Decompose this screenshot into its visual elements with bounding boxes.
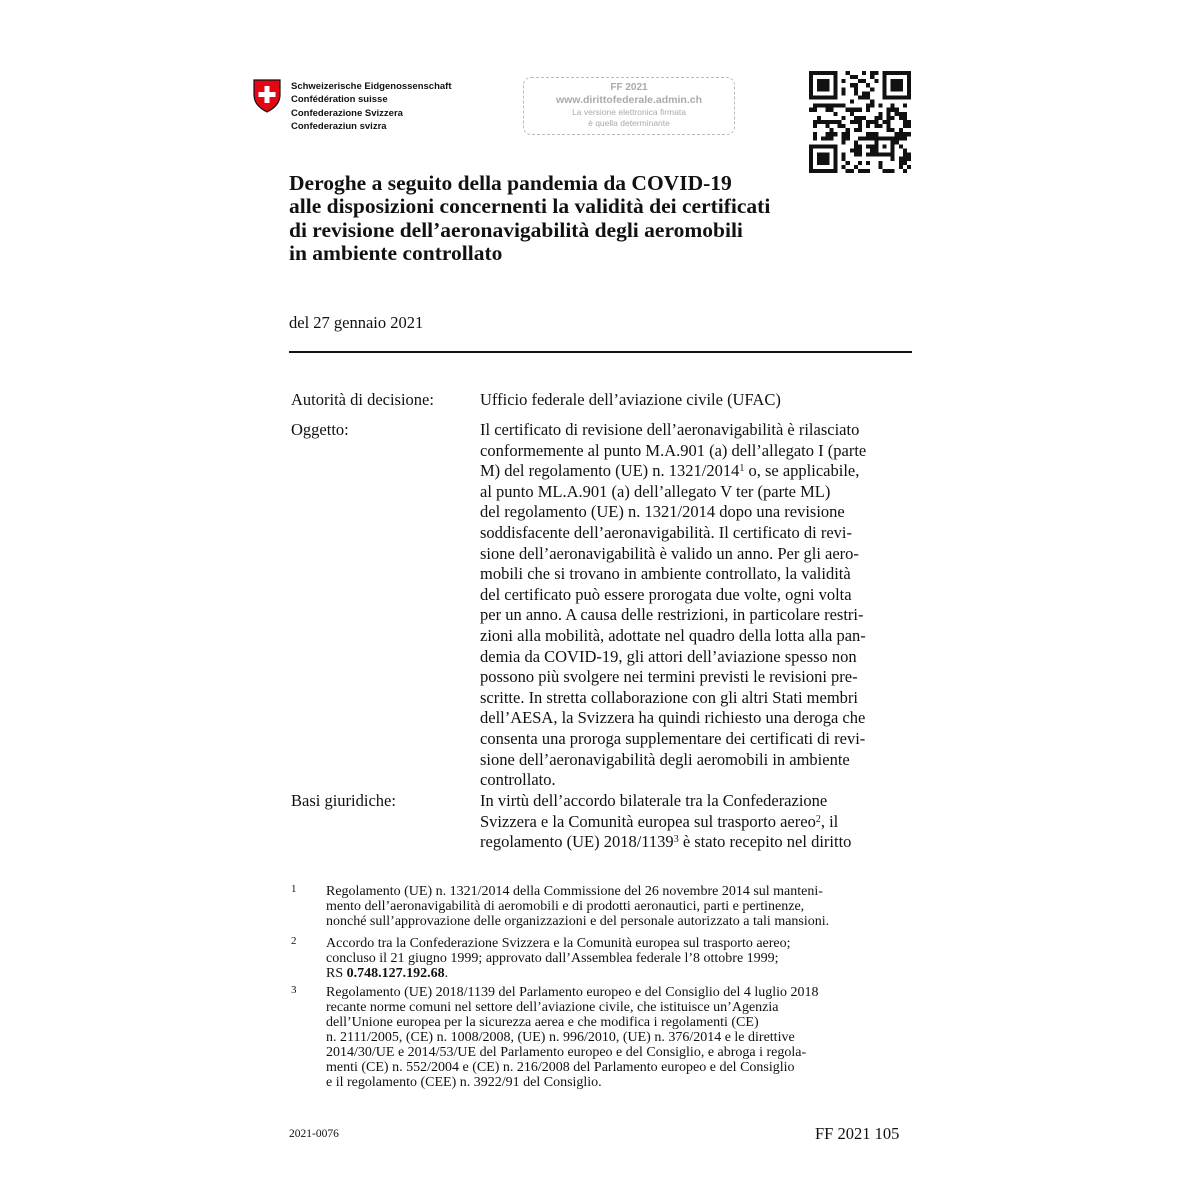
value-line: [480, 564, 920, 585]
text-run: scritte. In stretta collaborazione con gli altri Stati membri: [480, 687, 859, 707]
document-title: [289, 172, 909, 265]
swiss-cross-shield-icon: [253, 79, 281, 113]
value-line: [480, 585, 920, 606]
text-run: mobili che si trovano in ambiente controllato, la validità: [480, 564, 851, 584]
text-run: per un anno. A causa delle restrizioni, in particolare restri-: [480, 605, 864, 625]
footnote-line: dell’Unione europea per la sicurezza aerea e che modifica i regolamenti (CE): [326, 1015, 759, 1030]
row-value: [480, 390, 920, 411]
text-run: conformemente al punto M.A.901 (a) dell’allegato I (parte: [480, 440, 867, 460]
value-line: [480, 688, 920, 709]
value-line: [480, 770, 920, 791]
text-run: è stato recepito nel diritto: [678, 832, 852, 852]
value-line: [480, 461, 920, 482]
value-line: [480, 729, 920, 750]
footnote-line: 2014/30/UE e 2014/53/UE del Parlamento europeo e del Consiglio, e abroga i regola-: [326, 1045, 807, 1060]
footnote-text: [326, 884, 829, 929]
value-line: [480, 626, 920, 647]
electronic-version-stamp: [523, 77, 735, 135]
value-line: [480, 420, 920, 441]
title-line: di revisione dell’aeronavigabilità degli aeromobili: [289, 217, 743, 242]
value-line: [480, 390, 920, 411]
text-run: consenta una proroga supplementare dei certificati di revi-: [480, 728, 866, 748]
text-run: In virtù dell’accordo bilaterale tra la Confederazione: [480, 791, 828, 810]
title-line: alle disposizioni concernenti la validità dei certificati: [289, 194, 771, 219]
text-run: dell’AESA, la Svizzera ha quindi richiesto una deroga che: [480, 708, 866, 728]
value-line: [480, 832, 920, 853]
value-line: [480, 605, 920, 626]
value-line: [480, 708, 920, 729]
text-run: possono più svolgere nei termini previsti le revisioni pre-: [480, 667, 858, 687]
footnote-number: 1: [291, 883, 297, 895]
confederation-names: [291, 80, 452, 134]
text-run: sione dell’aeronavigabilità degli aeromobili in ambiente: [480, 749, 850, 769]
footnote-line: mento dell’aeronavigabilità di aeromobili e di prodotti aeronautici, parti e pertinenze,: [326, 899, 805, 914]
title-line: in ambiente controllato: [289, 240, 503, 265]
text-run: Ufficio federale dell’aviazione civile (UFAC): [480, 390, 781, 409]
footnote-number: 2: [291, 935, 297, 947]
row-value: [480, 420, 920, 791]
footnote-text: [326, 985, 819, 1090]
confederation-name-rm: Confederaziun svizra: [291, 121, 387, 133]
confederation-name-fr: Confédération suisse: [291, 94, 388, 106]
footnote-rs-line: [326, 966, 791, 981]
text-run: al punto ML.A.901 (a) dell’allegato V ter (parte ML): [480, 481, 831, 501]
value-line: [480, 441, 920, 462]
value-line: [480, 812, 920, 833]
text-run: sione dell’aeronavigabilità è valido un anno. Per gli aero-: [480, 543, 859, 563]
value-line: [480, 667, 920, 688]
document-date: del 27 gennaio 2021: [289, 313, 424, 332]
value-line: [480, 523, 920, 544]
footnote-line: n. 2111/2005, (CE) n. 1008/2008, (UE) n. 996/2010, (UE) n. 376/2014 e le direttive: [326, 1030, 795, 1045]
text-run: M) del regolamento (UE) n. 1321/2014: [480, 461, 740, 481]
text-run: del certificato può essere prorogata due volte, ogni volta: [480, 584, 852, 604]
text-run: , il: [820, 811, 839, 831]
footnote-line: menti (CE) n. 552/2004 e (CE) n. 216/2008 del Parlamento europeo e del Consiglio: [326, 1060, 795, 1075]
text-run: Svizzera e la Comunità europea sul trasporto aereo: [480, 811, 816, 831]
text-run: o, se applicabile,: [744, 461, 860, 481]
rs-suffix: .: [444, 966, 449, 981]
text-run: controllato.: [480, 770, 556, 790]
footnote-line: Accordo tra la Confederazione Svizzera e la Comunità europea sul trasporto aereo;: [326, 936, 791, 951]
footnote-line: nonché sull’approvazione delle organizzazioni e del personale autorizzato a tali mansioni.: [326, 914, 830, 929]
row-value: [480, 791, 920, 853]
stamp-note-line2: è quella determinante: [588, 117, 670, 128]
ff-reference: FF 2021 105: [815, 1124, 900, 1143]
confederation-name-de: Schweizerische Eidgenossenschaft: [291, 81, 452, 92]
value-line: [480, 791, 920, 812]
row-label: Oggetto:: [291, 420, 349, 439]
footnote-line: Regolamento (UE) 2018/1139 del Parlamento europeo e del Consiglio del 4 luglio 2018: [326, 985, 819, 1000]
footnote-line: concluso il 21 giugno 1999; approvato dall’Assemblea federale l’8 ottobre 1999;: [326, 951, 779, 966]
stamp-website: www.dirittofederale.admin.ch: [555, 94, 703, 106]
value-line: [480, 502, 920, 523]
stamp-note-line1: La versione elettronica firmata: [572, 107, 686, 117]
stamp-ff-year: FF 2021: [610, 82, 648, 93]
footnote-line: e il regolamento (CEE) n. 3922/91 del Consiglio.: [326, 1075, 602, 1090]
text-run: demia da COVID-19, gli attori dell’aviazione spesso non: [480, 646, 857, 666]
text-run: soddisfacente dell’aeronavigabilità. Il certificato di revi-: [480, 522, 852, 542]
document-number: 2021-0076: [289, 1128, 339, 1140]
footnote-ref: 1: [739, 463, 745, 475]
text-run: regolamento (UE) 2018/1139: [480, 832, 674, 852]
confederation-name-it: Confederazione Svizzera: [291, 107, 403, 119]
footnote-text: [326, 936, 791, 981]
footnote-number: 3: [291, 984, 297, 996]
footnote-ref: 3: [673, 834, 679, 846]
qr-code-icon: [809, 71, 911, 173]
footnote-ref: 2: [815, 813, 821, 825]
title-line: Deroghe a seguito della pandemia da COVID-19: [289, 171, 732, 195]
value-line: [480, 482, 920, 503]
text-run: del regolamento (UE) n. 1321/2014 dopo una revisione: [480, 502, 845, 522]
footnote-line: recante norme comuni nel settore dell’aviazione civile, che istituisce un’Agenzia: [326, 1000, 779, 1015]
value-line: [480, 750, 920, 771]
row-label: Autorità di decisione:: [291, 390, 434, 409]
value-line: [480, 647, 920, 668]
footnote-line: Regolamento (UE) n. 1321/2014 della Commissione del 26 novembre 2014 sul manteni-: [326, 884, 823, 899]
text-run: zioni alla mobilità, adottate nel quadro della lotta alla pan-: [480, 625, 866, 645]
rs-number: 0.748.127.192.68: [346, 966, 445, 981]
title-divider: [289, 351, 912, 353]
value-line: [480, 544, 920, 565]
rs-prefix: RS: [326, 966, 347, 981]
text-run: Il certificato di revisione dell’aeronavigabilità è rilasciato: [480, 420, 860, 439]
row-label: Basi giuridiche:: [291, 791, 396, 810]
